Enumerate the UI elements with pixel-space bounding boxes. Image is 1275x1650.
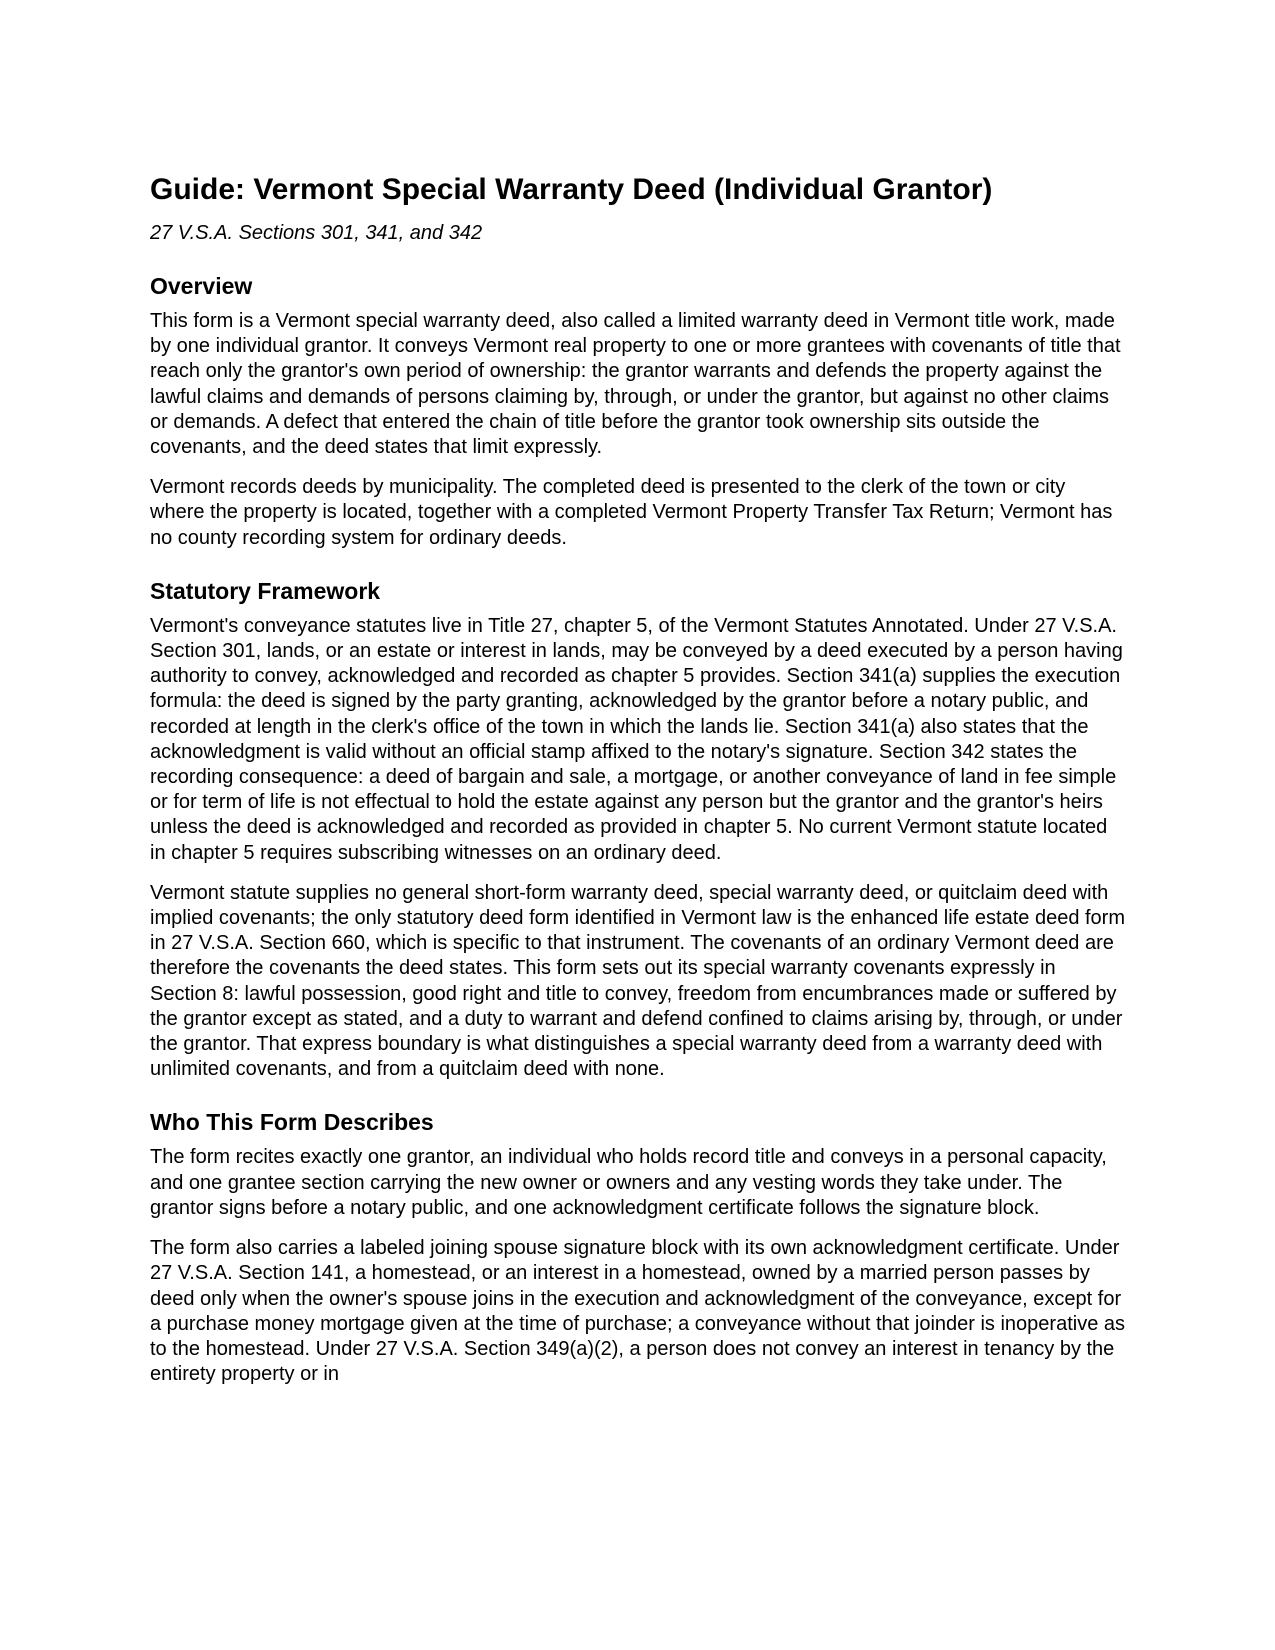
document-title: Guide: Vermont Special Warranty Deed (Individual Grantor)	[150, 173, 993, 206]
section-heading: Statutory Framework	[150, 577, 381, 604]
paragraph: This form is a Vermont special warranty deed, also called a limited warranty deed in Vermont title work, made by one individual grantor. It conveys Vermont real property to one or more grantees with covenants of title that reach only the grantor's own period of ownership: the grantor warrants and defends the property against the lawful claims and demands of persons claiming by, through, or under the grantor, but against no other claims or demands. A defect that entered the chain of title before the grantor took ownership sits outside the covenants, and the deed states that limit expressly.	[150, 310, 1121, 459]
paragraph: The form recites exactly one grantor, an individual who holds record title and conveys in a personal capacity, and one grantee section carrying the new owner or owners and any vesting words they take under. The grantor signs before a notary public, and one acknowledgment certificate follows the signature block.	[150, 1146, 1107, 1219]
paragraph: Vermont records deeds by municipality. The completed deed is presented to the clerk of the town or city where the property is located, together with a completed Vermont Property Transfer Tax Return; Vermont has no county recording system for ordinary deeds.	[150, 476, 1113, 549]
paragraph: Vermont's conveyance statutes live in Title 27, chapter 5, of the Vermont Statutes Annotated. Under 27 V.S.A. Section 301, lands, or an estate or interest in lands, may be conveyed by a deed executed by a person having authority to convey, acknowledged and recorded as chapter 5 provides. Section 341(a) supplies the execution formula: the deed is signed by the party granting, acknowledged by the grantor before a notary public, and recorded at length in the clerk's office of the town in which the lands lie. Section 341(a) also states that the acknowledgment is valid without an official stamp affixed to the notary's signature. Section 342 states the recording consequence: a deed of bargain and sale, a mortgage, or another conveyance of land in fee simple or for term of life is not effectual to hold the estate against any person but the grantor and the grantor's heirs unless the deed is acknowledged and recorded as provided in chapter 5. No current Vermont statute located in chapter 5 requires subscribing witnesses on an ordinary deed.	[150, 614, 1123, 864]
paragraph: The form also carries a labeled joining spouse signature block with its own acknowledgment certificate. Under 27 V.S.A. Section 141, a homestead, or an interest in a homestead, owned by a married person passes by deed only when the owner's spouse joins in the execution and acknowledgment of the conveyance, except for a purchase money mortgage given at the time of purchase; a conveyance without that joinder is inoperative as to the homestead. Under 27 V.S.A. Section 349(a)(2), a person does not convey an interest in tenancy by the entirety property or in	[150, 1237, 1126, 1386]
paragraph: Vermont statute supplies no general short-form warranty deed, special warranty deed, or quitclaim deed with implied covenants; the only statutory deed form identified in Vermont law is the enhanced life estate deed form in 27 V.S.A. Section 660, which is specific to that instrument. The covenants of an ordinary Vermont deed are therefore the covenants the deed states. This form sets out its special warranty covenants expressly in Section 8: lawful possession, good right and title to convey, freedom from encumbrances made or suffered by the grantor except as stated, and a duty to warrant and defend confined to claims arising by, through, or under the grantor. That express boundary is what distinguishes a special warranty deed from a warranty deed with unlimited covenants, and from a quitclaim deed with none.	[150, 881, 1125, 1081]
section-overview	[150, 272, 1125, 551]
section-statutory-framework	[150, 577, 1125, 1083]
section-heading: Who This Form Describes	[150, 1109, 434, 1136]
section-heading: Overview	[150, 273, 253, 299]
document-subtitle: 27 V.S.A. Sections 301, 341, and 342	[150, 222, 483, 244]
document-page	[150, 172, 1125, 1387]
section-who-this-form-describes	[150, 1108, 1125, 1387]
